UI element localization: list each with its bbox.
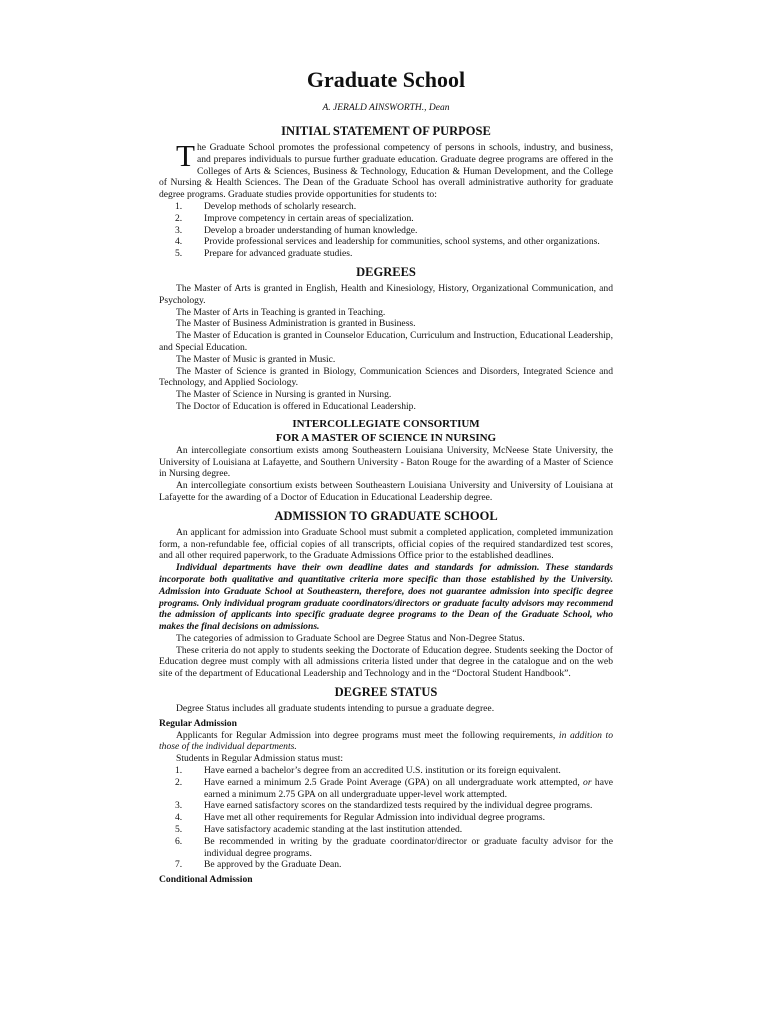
list-item: 7. Be approved by the Graduate Dean. <box>175 859 342 871</box>
regular-admission-list <box>159 765 613 871</box>
document-page <box>159 66 613 886</box>
purpose-intro: The Graduate School promotes the professional competency of persons in schools, industry, and business, and prepares individuals to pursue further graduate education. Graduate degree programs are offered in the Colleges of Arts & Sciences, Business & Technology, Education & Human Development, and the College of Nursing & Health Sciences. The Dean of the Graduate School has overall administrative authority for graduate degree programs. Graduate studies provide opportunities for students to: <box>159 138 613 201</box>
degree-paragraph: The Doctor of Education is offered in Educational Leadership. <box>176 400 416 412</box>
admission-standards-paragraph: Individual departments have their own deadline dates and standards for admission. These standards incorporate both qualitative and quantitative criteria more specific than those established by the University. Admission into Graduate School at Southeastern, therefore, does not guarantee admission into specific degree programs. Only individual program graduate coordinators/directors or graduate faculty advisors may recommend the admission of applicants into specific graduate degree programs to the Dean of the Graduate School, who makes the final decisions on admissions. <box>159 562 613 633</box>
degree-paragraph: The Master of Arts is granted in English, Health and Kinesiology, History, Organizational Communication, and Psychology. <box>159 282 613 306</box>
admission-paragraph: These criteria do not apply to students seeking the Doctorate of Education degree. Students seeking the Doctor of Education degree must comply with all admissions criteria listed under that degree in the catalogue and on the web site of the department of Educational Leadership and Technology and in the “Doctoral Student Handbook”. <box>159 644 613 680</box>
list-item: 5. Prepare for advanced graduate studies. <box>175 248 353 260</box>
degree-paragraph: The Master of Science is granted in Biology, Communication Sciences and Disorders, Integrated Science and Technology, and Applied Sociology. <box>159 365 613 389</box>
list-item: 5. Have satisfactory academic standing at the last institution attended. <box>175 824 463 836</box>
degree-paragraph: The Master of Education is granted in Counselor Education, Curriculum and Instruction, Educational Leadership, and Special Education. <box>159 330 613 353</box>
list-item: 6. Be recommended in writing by the graduate coordinator/director or graduate faculty advisor for the individual degree programs. <box>175 835 613 859</box>
regular-admission-intro: Applicants for Regular Admission into degree programs must meet the following requirements, in addition to those of the individual departments. <box>159 729 614 753</box>
degree-status-intro: Degree Status includes all graduate students intending to pursue a graduate degree. <box>176 703 495 715</box>
dean-byline: A. JERALD AINSWORTH., Dean <box>322 103 450 113</box>
purpose-list <box>159 201 613 260</box>
list-item: 3. Develop a broader understanding of human knowledge. <box>175 224 418 236</box>
degree-paragraph: The Master of Business Administration is granted in Business. <box>176 318 416 330</box>
list-item: 2. Have earned a minimum 2.5 Grade Point Average (GPA) on all undergraduate work attempted, or have earned a minimum 2.75 GPA on all undergraduate upper-level work attempted. <box>175 776 614 800</box>
conditional-admission-label: Conditional Admission <box>159 874 253 886</box>
list-item: 1. Have earned a bachelor’s degree from an accredited U.S. institution or its foreign equivalent. <box>175 765 561 777</box>
admission-paragraph: An applicant for admission into Graduate School must submit a completed application, completed immunization form, a non-refundable fee, official copies of all transcripts, official copies of the required standardized test scores, and all other required paperwork, to the Graduate Admissions Office prior to the established deadlines. <box>159 526 613 562</box>
consortium-paragraph: An intercollegiate consortium exists between Southeastern Louisiana University and University of Louisiana at Lafayette for the awarding of a Doctor of Education in Educational Leadership degree. <box>159 480 613 503</box>
degrees-heading: DEGREES <box>356 264 416 279</box>
regular-admission-label: Regular Admission <box>159 717 237 729</box>
degree-status-heading: DEGREE STATUS <box>334 685 438 700</box>
purpose-heading: INITIAL STATEMENT OF PURPOSE <box>281 124 491 138</box>
degree-paragraph: The Master of Music is granted in Music. <box>176 353 336 365</box>
consortium-paragraph: An intercollegiate consortium exists among Southeastern Louisiana University, McNeese State University, the University of Louisiana at Lafayette, and Southern University - Baton Rouge for the awarding of a Master of Science in Nursing degree. <box>159 444 613 480</box>
list-item: 3. Have earned satisfactory scores on the standardized tests required by the individual degree programs. <box>175 800 593 812</box>
list-item: 4. Provide professional services and leadership for communities, school systems, and other organizations. <box>175 236 600 248</box>
list-item: 1. Develop methods of scholarly research. <box>175 200 357 212</box>
regular-admission-must: Students in Regular Admission status must: <box>176 753 344 765</box>
page-title: Graduate School <box>306 67 466 92</box>
list-item: 2. Improve competency in certain areas of specialization. <box>175 212 414 224</box>
degree-paragraph: The Master of Arts in Teaching is granted in Teaching. <box>176 306 386 318</box>
consortium-heading: INTERCOLLEGIATE CONSORTIUM FOR A MASTER OF SCIENCE IN NURSING <box>275 417 497 444</box>
degree-paragraph: The Master of Science in Nursing is granted in Nursing. <box>176 389 392 401</box>
admission-paragraph: The categories of admission to Graduate School are Degree Status and Non-Degree Status. <box>176 632 525 644</box>
list-item: 4. Have met all other requirements for Regular Admission into individual degree programs. <box>175 812 546 824</box>
drop-cap: T <box>176 138 195 173</box>
admission-heading: ADMISSION TO GRADUATE SCHOOL <box>274 508 498 523</box>
